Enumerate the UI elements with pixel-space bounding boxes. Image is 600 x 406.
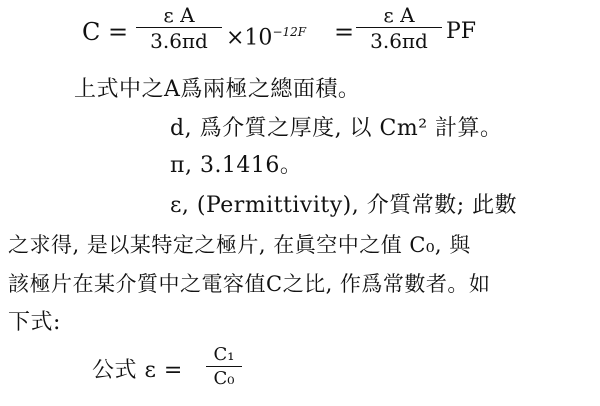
fraction-2-denominator: 3.6πd xyxy=(370,29,428,53)
fraction-2-numerator: ε A xyxy=(383,3,415,27)
formula-permittivity-fraction xyxy=(206,346,242,388)
text-line-thickness: d, 爲介質之厚度, 以 Cm² 計算。 xyxy=(170,116,503,141)
formula-permittivity-label: 公式 ε = xyxy=(92,358,183,383)
formula-lhs: C xyxy=(82,18,101,46)
formula-unit: PF xyxy=(446,19,477,44)
permittivity-bar xyxy=(206,366,242,367)
formula-exponent: −12F xyxy=(272,25,307,39)
formula-fraction-2 xyxy=(356,5,442,51)
formula-equals-2: = xyxy=(334,18,355,46)
permittivity-denominator: C₀ xyxy=(213,368,235,389)
formula-equals-1: = xyxy=(108,18,129,46)
formula-fraction-1 xyxy=(136,5,222,51)
text-line-below: 下式: xyxy=(8,310,61,335)
text-line-permittivity: ε, (Permittivity), 介質常數; 此數 xyxy=(170,193,518,218)
fraction-2-bar xyxy=(356,27,442,28)
text-line-derivation: 之求得, 是以某特定之極片, 在眞空中之值 C₀, 與 xyxy=(8,233,471,257)
fraction-1-denominator: 3.6πd xyxy=(150,29,208,53)
fraction-1-bar xyxy=(136,27,222,28)
text-line-ratio: 該極片在某介質中之電容值C之比, 作爲常數者。如 xyxy=(8,272,491,296)
fraction-1-numerator: ε A xyxy=(163,3,195,27)
text-line-area: 上式中之A爲兩極之總面積。 xyxy=(74,77,361,102)
formula-times: $\times 10^{-12F}$ xyxy=(226,25,307,51)
text-line-pi: π, 3.1416。 xyxy=(170,153,303,178)
permittivity-numerator: C₁ xyxy=(213,344,235,365)
